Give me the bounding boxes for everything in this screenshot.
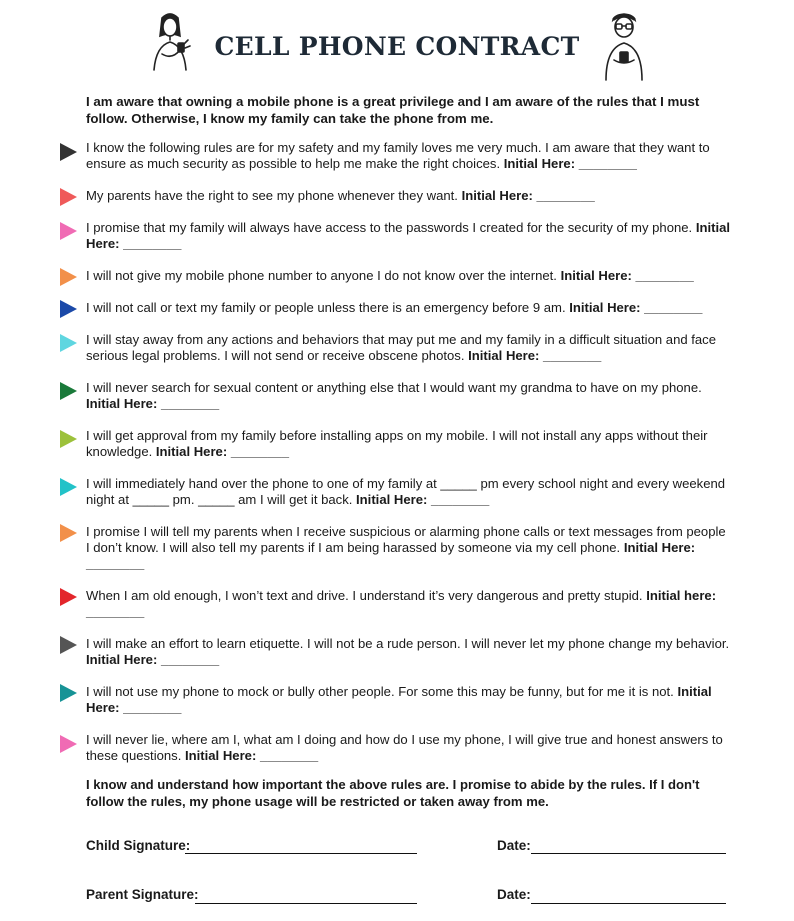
date-line-1[interactable] bbox=[531, 853, 726, 854]
rule-text: I know the following rules are for my safety and my family loves me very much. I am aware that they want to ensure as much security as possible to help me make the right choices. bbox=[86, 140, 710, 171]
rule-item bbox=[86, 300, 731, 316]
triangle-bullet-icon bbox=[60, 478, 77, 496]
rule-text: I will make an effort to learn etiquette. I will not be a rude person. I will never let my phone change my behavior. bbox=[86, 636, 730, 651]
triangle-bullet-icon bbox=[60, 430, 77, 448]
rule-text: I will never search for sexual content or anything else that I would want my grandma to have on my phone. bbox=[86, 380, 702, 395]
triangle-bullet-icon bbox=[60, 382, 77, 400]
rule-item bbox=[86, 524, 731, 572]
triangle-bullet-icon bbox=[60, 735, 77, 753]
rule-text: I will not call or text my family or people unless there is an emergency before 9 am. bbox=[86, 300, 566, 315]
initial-here-field[interactable]: Initial Here: ________ bbox=[569, 300, 703, 315]
child-signature-line[interactable] bbox=[185, 853, 417, 854]
rule-text: When I am old enough, I won’t text and drive. I understand it’s very dangerous and pretty stupid. bbox=[86, 588, 643, 603]
triangle-bullet-icon bbox=[60, 143, 77, 161]
rule-text: I promise I will tell my parents when I receive suspicious or alarming phone calls or text messages from people I don’t know. I will also tell my parents if I am being harassed by someone via my cell phone. bbox=[86, 524, 726, 555]
triangle-bullet-icon bbox=[60, 524, 77, 542]
initial-here-field[interactable]: Initial Here: ________ bbox=[468, 348, 602, 363]
page-title: CELL PHONE CONTRACT bbox=[214, 32, 580, 61]
initial-here-field[interactable]: Initial Here: ________ bbox=[185, 748, 319, 763]
date-label-2: Date: bbox=[497, 887, 531, 902]
date-line-2[interactable] bbox=[531, 903, 726, 904]
rule-text: My parents have the right to see my phone whenever they want. bbox=[86, 188, 458, 203]
rule-item bbox=[86, 732, 731, 764]
triangle-bullet-icon bbox=[60, 188, 77, 206]
rule-item bbox=[86, 188, 731, 204]
rule-item bbox=[86, 636, 731, 668]
rule-text: I promise that my family will always have access to the passwords I created for the security of my phone. bbox=[86, 220, 693, 235]
initial-here-field[interactable]: Initial Here: ________ bbox=[86, 396, 220, 411]
rule-item bbox=[86, 476, 731, 508]
child-signature-label: Child Signature: bbox=[86, 838, 191, 853]
initial-here-field[interactable]: Initial Here: ________ bbox=[86, 220, 731, 251]
triangle-bullet-icon bbox=[60, 300, 77, 318]
triangle-bullet-icon bbox=[60, 268, 77, 286]
initial-here-field[interactable]: Initial here: ________ bbox=[86, 588, 717, 619]
closing-statement: I know and understand how important the above rules are. I promise to abide by the rules. If I don't follow the rules, my phone usage will be restricted or taken away from me. bbox=[86, 777, 700, 809]
triangle-bullet-icon bbox=[60, 334, 77, 352]
rule-item bbox=[86, 140, 731, 172]
rule-text: I will stay away from any actions and behaviors that may put me and my family in a difficult situation and face serious legal problems. I will not send or receive obscene photos. bbox=[86, 332, 717, 363]
rule-text: I will never lie, where am I, what am I doing and how do I use my phone, I will give true and honest answers to these questions. bbox=[86, 732, 723, 763]
rule-text: I will immediately hand over the phone to one of my family at _____ pm every school night and every weekend night at _____ pm. _____ am I will get it back. bbox=[86, 476, 726, 507]
initial-here-field[interactable]: Initial Here: ________ bbox=[356, 492, 490, 507]
rule-text: I will not give my mobile phone number to anyone I do not know over the internet. bbox=[86, 268, 557, 283]
date-label-1: Date: bbox=[497, 838, 531, 853]
rule-item bbox=[86, 332, 731, 364]
rule-text: I will get approval from my family before installing apps on my mobile. I will not install any apps without their knowledge. bbox=[86, 428, 708, 459]
rule-item bbox=[86, 380, 731, 412]
triangle-bullet-icon bbox=[60, 684, 77, 702]
parent-signature-label: Parent Signature: bbox=[86, 887, 199, 902]
rule-item bbox=[86, 220, 731, 252]
rule-item bbox=[86, 588, 731, 620]
initial-here-field[interactable]: Initial Here: ________ bbox=[560, 268, 694, 283]
initial-here-field[interactable]: Initial Here: ________ bbox=[461, 188, 595, 203]
rule-text: I will not use my phone to mock or bully other people. For some this may be funny, but for me it is not. bbox=[86, 684, 674, 699]
initial-here-field[interactable]: Initial Here: ________ bbox=[86, 684, 712, 715]
rule-item bbox=[86, 268, 731, 284]
initial-here-field[interactable]: Initial Here: ________ bbox=[86, 652, 220, 667]
rule-item bbox=[86, 428, 731, 460]
intro-statement: I am aware that owning a mobile phone is a great privilege and I am aware of the rules that I must follow. Otherwise, I know my family can take the phone from me. bbox=[86, 94, 700, 126]
rule-item bbox=[86, 684, 731, 716]
triangle-bullet-icon bbox=[60, 588, 77, 606]
parent-signature-line[interactable] bbox=[195, 903, 417, 904]
triangle-bullet-icon bbox=[60, 636, 77, 654]
initial-here-field[interactable]: Initial Here: ________ bbox=[86, 540, 696, 571]
initial-here-field[interactable]: Initial Here: ________ bbox=[155, 444, 290, 459]
triangle-bullet-icon bbox=[60, 222, 77, 240]
initial-here-field[interactable]: Initial Here: ________ bbox=[503, 156, 637, 171]
